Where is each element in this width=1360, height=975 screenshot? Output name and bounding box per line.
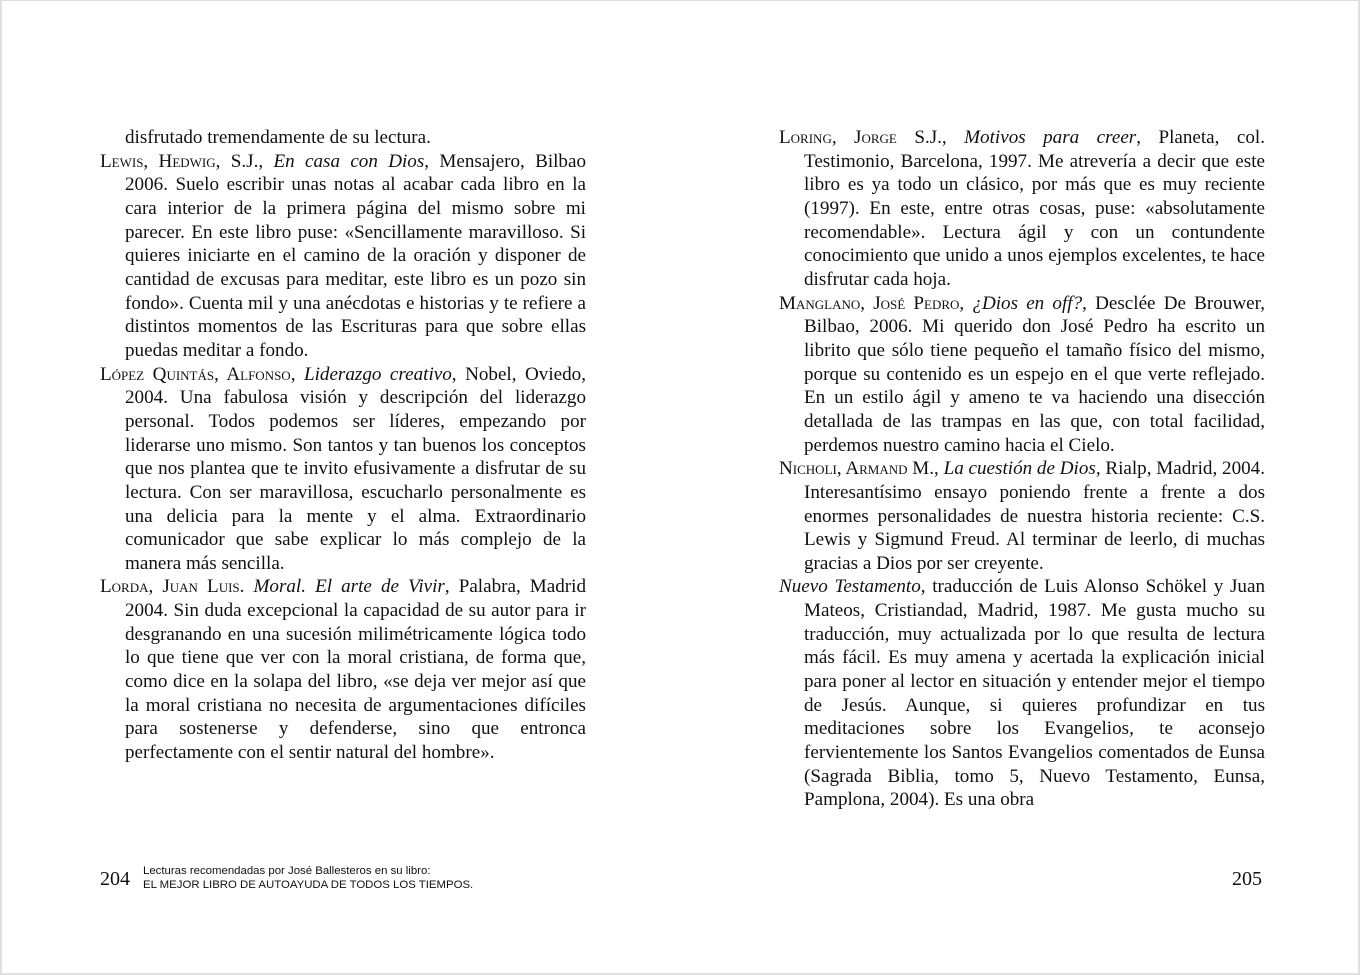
entry-title: Liderazgo creativo: [303, 363, 452, 385]
continuation-paragraph: [100, 126, 586, 150]
entry-separator: ,: [258, 150, 274, 172]
entry-author: López Quintás, Alfonso: [100, 363, 291, 385]
entry-text: , Palabra, Madrid 2004. Sin duda excepcional la capacidad de su autor para ir desgranando en una sucesión milimétricamente lógica todo lo que tiene que ver con la moral cristiana, de forma que, como dice en la solapa del libro, «se deja ver mejor así que la moral cristiana no necesita de argumentaciones difíciles para sostenerse y defenderse, sino que entronca perfectamente con el sentir natural del hombre».: [125, 576, 587, 764]
entry-separator: .: [239, 576, 254, 598]
entry-title: Moral. El arte de Vivir: [253, 576, 445, 598]
entry-author: Manglano, José Pedro: [779, 292, 960, 314]
entry-separator: ,: [941, 127, 965, 148]
bibliography-entry: [779, 126, 1265, 292]
page-number-left: 204: [100, 868, 130, 890]
entry-text: , Mensajero, Bilbao 2006. Suelo escribir unas notas al acabar cada libro en la cara interior de la primera página del mismo sobre mi parecer. En este libro puse: «Sencillamente maravilloso. Si quieres iniciarte en el camino de la oración y disponer de cantidad de excusas para meditar, este libro es un pozo sin fondo». Cuenta mil y una anécdotas e historias y te refiere a distintos momentos de las Escrituras para que sobre ellas puedas meditar a fondo.: [125, 150, 587, 361]
bibliography-entry: [100, 575, 586, 764]
entry-title: Nuevo Testamento: [779, 576, 921, 598]
entry-title: En casa con Dios: [273, 150, 425, 172]
bibliography-entry: [100, 150, 586, 363]
left-page-text: [100, 126, 586, 765]
entry-text: , Desclée De Brouwer, Bilbao, 2006. Mi querido don José Pedro ha escrito un librito que sólo tiene pequeño el tamaño físico del mismo, porque su contenido es un espejo en el que verte reflejado. En un estilo ágil y ameno te va haciendo una disección detallada de las trampas en las que, con total facilidad, perdemos nuestro camino hacia el Cielo.: [804, 292, 1265, 456]
footer-line-2: EL MEJOR LIBRO DE AUTOAYUDA DE TODOS LOS TIEMPOS.: [143, 878, 474, 891]
entry-text: , traducción de Luis Alonso Schökel y Juan Mateos, Cristiandad, Madrid, 1987. Me gusta mucho su traducción, muy actualizada por lo que resulta de lectura más fácil. Es muy amena y acertada la explicación inicial para poner al lector en situación y entender mejor el tiempo de Jesús. Aunque, si quieres profundizar en tus meditaciones sobre los Evangelios, te aconsejo fervientemente los Santos Evangelios comentados de Eunsa (Sagrada Biblia, tomo 5, Nuevo Testamento, Eunsa, Pamplona, 2004). Es una obra: [804, 576, 1265, 811]
bibliography-entry: [100, 363, 586, 576]
bibliography-entry: [779, 292, 1265, 458]
entry-author: Loring, Jorge S.J.: [779, 127, 942, 148]
right-page-text: [779, 126, 1265, 812]
entry-author: Lorda, Juan Luis: [100, 576, 240, 598]
entry-separator: ,: [934, 458, 944, 480]
bibliography-entry: [779, 457, 1265, 575]
entry-title: La cuestión de Dios: [943, 458, 1096, 480]
entry-text: , Nobel, Oviedo, 2004. Una fabulosa visión y descripción del liderazgo personal. Todos podemos ser líderes, empezando por liderarse uno mismo. Son tantos y tan buenos los conceptos que nos plantea que te invito efusivamente a disfrutar de su lectura. Con ser maravillosa, escucharlo personalmente es una delicia para la mente y el alma. Extraordinario comunicador que sabe explicar lo más complejo de la manera más sencilla.: [125, 363, 586, 574]
entry-text: , Planeta, col. Testimonio, Barcelona, 1997. Me atrevería a decir que este libro es ya todo un clásico, por más que es muy reciente (1997). En este, entre otras cosas, puse: «absolutamente recomendable». Lectura ágil y con un contundente conocimiento que unido a unos ejemplos excelentes, te hace disfrutar cada hoja.: [804, 127, 1265, 290]
entry-separator: ,: [959, 292, 973, 314]
bibliography-entry: [779, 575, 1265, 812]
entry-author: Lewis, Hedwig, S.J.: [100, 150, 259, 172]
continuation-text: disfrutado tremendamente de su lectura.: [125, 127, 431, 148]
footer-line-1: Lecturas recomendadas por José Ballesteros en su libro:: [143, 865, 431, 877]
entry-author: Nicholi, Armand M.: [779, 458, 935, 480]
page-number-right: 205: [1232, 868, 1262, 890]
entry-text: , Rialp, Madrid, 2004. Interesantísimo ensayo poniendo frente a frente a dos enormes personalidades de nuestra historia reciente: C.S. Lewis y Sigmund Freud. Al terminar de leerlo, di muchas gracias a Dios por ser creyente.: [804, 458, 1265, 574]
entry-separator: ,: [290, 363, 304, 385]
entry-title: ¿Dios en off?: [972, 292, 1083, 314]
entry-title: Motivos para creer: [964, 127, 1137, 148]
running-footer: [143, 865, 473, 892]
